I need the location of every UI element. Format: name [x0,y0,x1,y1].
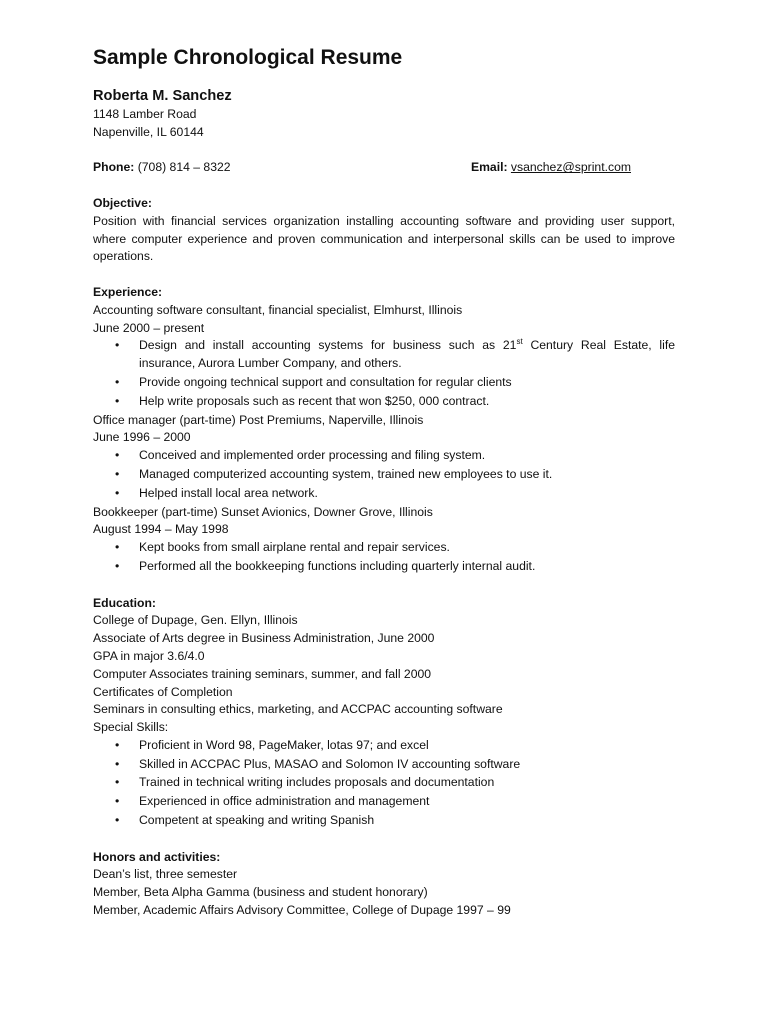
applicant-name: Roberta M. Sanchez [93,88,232,104]
bullet-icon: • [115,737,120,752]
bullet-icon: • [115,540,120,555]
email-link[interactable]: vsanchez@sprint.com [510,160,631,175]
bullet-icon: • [115,775,120,790]
bullet-item: • Kept books from small airplane rental and repair services. [93,539,675,557]
bullet-icon: • [115,393,120,408]
bullet-item: • Design and install accounting systems for business such as 21st Century Real Estate, life insurance, Aurora Lumber Company, and others. [115,337,675,371]
bullet-item: • Experienced in office administration and management [93,793,675,811]
bullet-icon: • [115,466,120,481]
bullet-item: • Proficient in Word 98, PageMaker, lotas 97; and excel [93,737,675,755]
experience-heading: Experience: [93,284,163,299]
education-line: Certificates of Completion [93,684,233,699]
bullet-icon: • [115,558,120,573]
job-title: Accounting software consultant, financial specialist, Elmhurst, Illinois [93,302,463,317]
bullet-item: • Skilled in ACCPAC Plus, MASAO and Solomon IV accounting software [93,756,675,774]
bullet-item: • Performed all the bookkeeping functions including quarterly internal audit. [93,558,675,576]
honors-line: Member, Beta Alpha Gamma (business and student honorary) [93,885,428,900]
bullet-icon: • [115,338,120,353]
objective-heading: Objective: [93,195,152,210]
honors-heading: Honors and activities: [93,849,221,864]
bullet-icon: • [115,794,120,809]
contact-row [93,159,631,177]
page-title: Sample Chronological Resume [93,46,403,69]
email-label: Email: [470,160,508,175]
bullet-icon: • [115,448,120,463]
resume-page [93,44,675,920]
objective-text: Position with financial services organization installing accounting software and providing user support, where computer experience and proven communication and interpersonal skills can be used to improve operations. [93,213,675,264]
job-title: Office manager (part-time) Post Premiums, Naperville, Illinois [93,412,424,427]
job-bullets [93,447,675,502]
education-line: College of Dupage, Gen. Ellyn, Illinois [93,613,298,628]
bullet-icon: • [115,813,120,828]
phone-number: (708) 814 – 8322 [137,160,231,175]
job-bullets [93,337,675,410]
address-line-1: 1148 Lamber Road [93,107,197,121]
bullet-icon: • [115,374,120,389]
bullet-item: • Helped install local area network. [93,485,675,503]
address-line-2: Napenville, IL 60144 [93,124,204,139]
job-dates: June 2000 – present [93,320,205,335]
skills-bullets [93,737,675,830]
education-line: GPA in major 3.6/4.0 [93,648,205,663]
bullet-item: • Help write proposals such as recent that won $250, 000 contract. [93,393,675,411]
job-dates: August 1994 – May 1998 [93,522,229,537]
education-heading: Education: [93,595,156,610]
bullet-item: • Provide ongoing technical support and consultation for regular clients [93,374,675,392]
bullet-icon: • [115,756,120,771]
phone-block [93,159,231,177]
email-block [471,159,631,177]
honors-line: Dean’s list, three semester [93,867,238,882]
bullet-icon: • [115,485,120,500]
job-bullets [93,539,675,576]
phone-label: Phone: [93,160,135,175]
bullet-item: • Conceived and implemented order processing and filing system. [93,447,675,465]
job-dates: June 1996 – 2000 [93,430,191,445]
bullet-item: • Trained in technical writing includes proposals and documentation [93,774,675,792]
education-line: Computer Associates training seminars, summer, and fall 2000 [93,666,432,681]
special-skills-heading: Special Skills: [93,720,169,735]
bullet-item: • Managed computerized accounting system, trained new employees to use it. [93,466,675,484]
honors-line: Member, Academic Affairs Advisory Committee, College of Dupage 1997 – 99 [93,903,511,918]
job-title: Bookkeeper (part-time) Sunset Avionics, Downer Grove, Illinois [93,504,433,519]
education-line: Associate of Arts degree in Business Administration, June 2000 [93,631,435,646]
bullet-item: • Competent at speaking and writing Spanish [93,812,675,830]
education-line: Seminars in consulting ethics, marketing, and ACCPAC accounting software [93,702,503,717]
